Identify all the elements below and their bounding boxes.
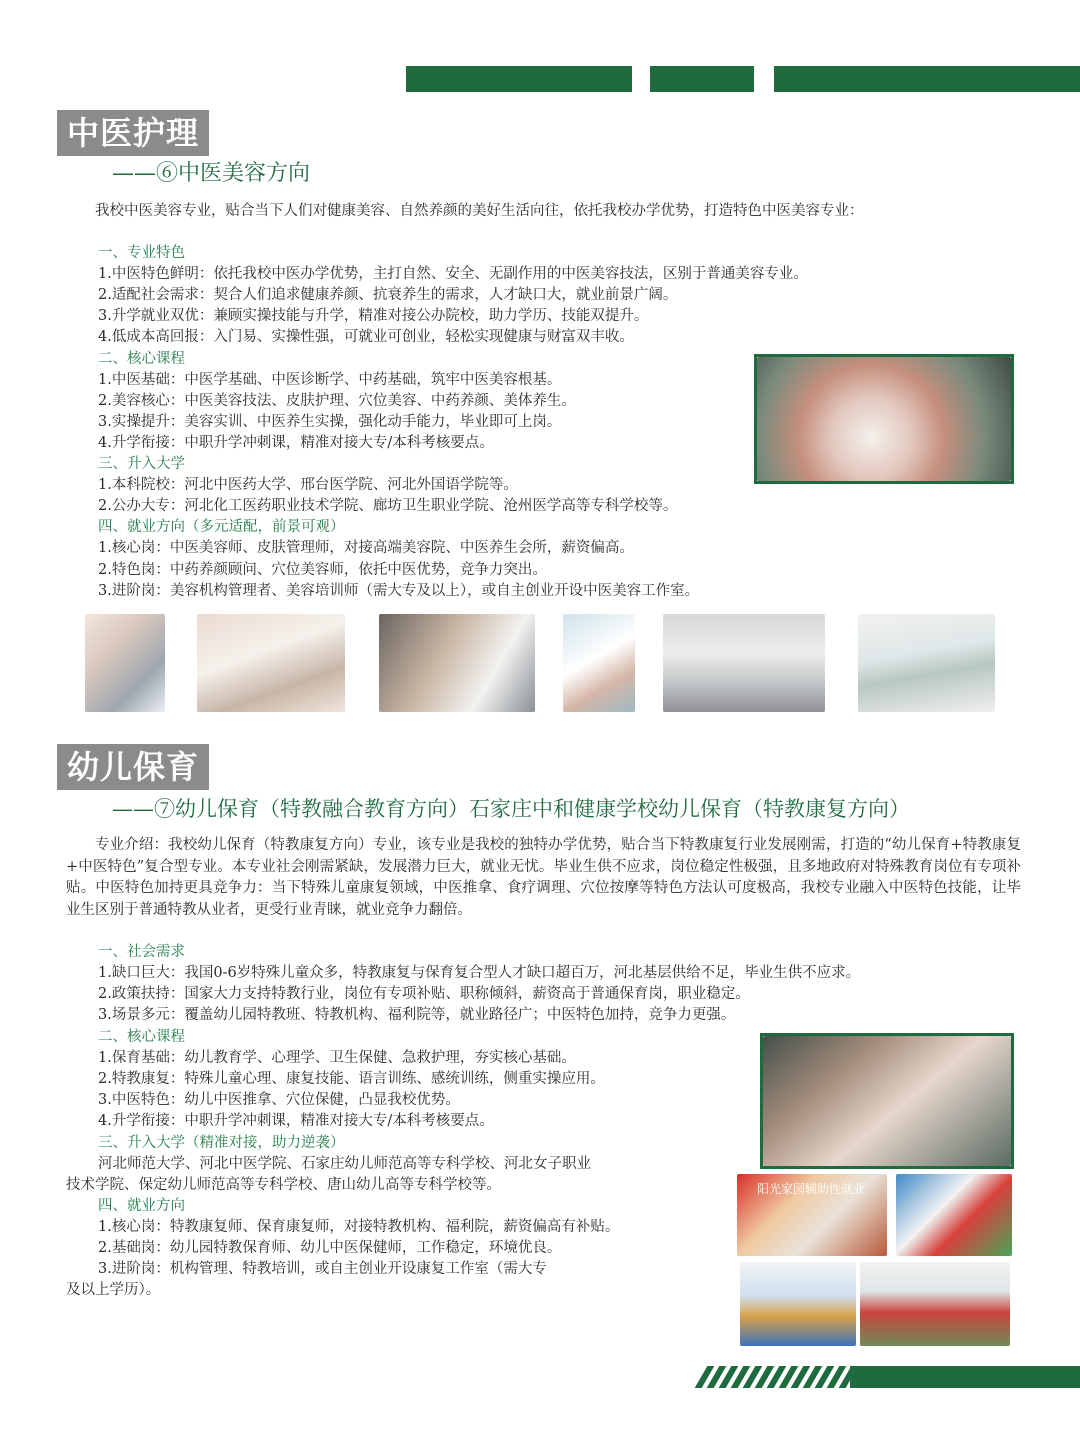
section2-line-item: 2.特教康复：特殊儿童心理、康复技能、语言训练、感统训练，侧重实操应用。 [98, 1071, 605, 1088]
section1-line-item: 4.升学衔接：中职升学冲刺课，精准对接大专/本科考核要点。 [98, 434, 494, 451]
section1-line-item: 2.美容核心：中医美容技法、皮肤护理、穴位美容、中药养颜、美体养生。 [98, 392, 576, 409]
rehab-classroom-photo [896, 1174, 1012, 1256]
section2-line-item: 3.中医特色：幼儿中医推拿、穴位保健，凸显我校优势。 [98, 1092, 460, 1109]
section2-demand-line-item: 2.政策扶持：国家大力支持特教行业，岗位有专项补贴、职称倾斜，薪资高于普通保育岗，职业稳定。 [98, 986, 750, 1003]
section2-line-item: 1.保育基础：幼儿教育学、心理学、卫生保健、急救护理，夯实核心基础。 [98, 1050, 576, 1067]
section2-line-item: 2.基础岗：幼儿园特教保育师、幼儿中医保健师，工作稳定，环境优良。 [98, 1240, 562, 1256]
section1-line-heading: 三、升入大学 [98, 456, 185, 472]
header-bar-1 [406, 66, 632, 92]
section2-demand-line-heading: 一、社会需求 [98, 944, 185, 960]
section1-line-item: 4.低成本高回报：入门易、实操性强，可就业可创业，轻松实现健康与财富双丰收。 [98, 329, 634, 346]
section-title-tcm-nursing: 中医护理 [57, 110, 209, 156]
section2-line-heading: 三、升入大学（精准对接，助力逆袭） [98, 1134, 345, 1151]
class-photo-5 [663, 614, 825, 712]
section1-line-item: 2.公办大专：河北化工医药职业技术学院、廊坊卫生职业学院、沧州医学高等专科学校等。 [98, 498, 678, 515]
section-subtitle-special-ed: ——⑦幼儿保育（特教融合教育方向）石家庄中和健康学校幼儿保育（特教康复方向） [112, 797, 910, 821]
class-photo-3 [379, 614, 535, 712]
section2-demand-line-item: 1.缺口巨大：我国0-6岁特殊儿童众多，特教康复与保育复合型人才缺口超百万，河北基层供给不足，毕业生供不应求。 [98, 965, 861, 982]
sensory-room-photo [740, 1262, 856, 1346]
section1-line-heading: 一、专业特色 [98, 245, 185, 261]
section2-line-item: 技术学院、保定幼儿师范高等专科学校、唐山幼儿高等专科学校等。 [66, 1176, 501, 1193]
section1-line-item: 3.进阶岗：美容机构管理者、美容培训师（需大专及以上），或自主创业开设中医美容工作室。 [98, 582, 700, 599]
section1-line-item: 3.升学就业双优：兼顾实操技能与升学，精准对接公办院校，助力学历、技能双提升。 [98, 308, 649, 325]
section2-line-item: 1.核心岗：特教康复师、保育康复师，对接特教机构、福利院，薪资偏高有补贴。 [98, 1218, 620, 1235]
section2-line-heading: 四、就业方向 [98, 1197, 185, 1214]
section2-line-item: 4.升学衔接：中职升学冲刺课，精准对接大专/本科考核要点。 [98, 1113, 494, 1130]
section1-line-heading: 二、核心课程 [98, 350, 185, 367]
section1-line-item: 1.核心岗：中医美容师、皮肤管理师，对接高端美容院、中医养生会所，薪资偏高。 [98, 540, 634, 557]
facial-massage-photo-frame [754, 354, 1014, 484]
section1-line-item: 2.特色岗：中药养颜顾问、穴位美容师，依托中医优势，竞争力突出。 [98, 561, 547, 578]
section2-line-heading: 二、核心课程 [98, 1029, 185, 1045]
section1-line-item: 1.中医基础：中医学基础、中医诊断学、中药基础，筑牢中医美容根基。 [98, 371, 562, 388]
section1-intro: 我校中医美容专业，贴合当下人们对健康美容、自然养颜的美好生活向往，依托我校办学优势，打造特色中医美容专业： [95, 203, 864, 219]
section-title-child-care: 幼儿保育 [57, 744, 209, 790]
class-photo-4 [563, 614, 635, 712]
class-photo-1 [85, 614, 165, 712]
section1-line-item: 2.适配社会需求：契合人们追求健康养颜、抗衰养生的需求，人才缺口大，就业前景广阔。 [98, 287, 678, 304]
section1-line-item: 1.中医特色鲜明：依托我校中医办学优势，主打自然、安全、无副作用的中医美容技法，区别于普通美容专业。 [98, 266, 808, 283]
photo-sign-text: 阳光家园辅助性就业 [757, 1182, 866, 1196]
section2-intro: 专业介绍：我校幼儿保育（特教康复方向）专业，该专业是我校的独特办学优势，贴合当下特教康复行业发展刚需，打造的“幼儿保育+特教康复+中医特色”复合型专业。本专业社会刚需紧缺，发展潜力巨大，就业无忧。毕业生供不应求，岗位稳定性极强，且多地政府对特殊教育岗位有专项补贴。中医特色加持更具竞争力：当下特殊儿童康复领域，中医推拿、食疗调理、穴位按摩等特色方法认可度极高，我校专业融入中医特色技能，让毕业生区别于普通特教从业者，更受行业青睐，就业竞争力翻倍。 [66, 837, 1021, 918]
section2-line-item: 3.进阶岗：机构管理、特教培训，或自主创业开设康复工作室（需大专 [98, 1261, 547, 1278]
group-activity-photo [860, 1262, 1010, 1346]
facial-massage-photo [757, 357, 1011, 481]
section2-line-item: 河北师范大学、河北中医学院、石家庄幼儿师范高等专科学校、河北女子职业 [98, 1155, 591, 1172]
dance-circle-photo-frame [760, 1033, 1014, 1169]
section1-line-item: 3.实操提升：美容实训、中医养生实操，强化动手能力，毕业即可上岗。 [98, 413, 562, 430]
section1-line-item: 1.本科院校：河北中医药大学、邢台医学院、河北外国语学院等。 [98, 477, 518, 494]
section-subtitle-tcm-beauty: ——⑥中医美容方向 [112, 161, 311, 186]
section2-demand-line-item: 3.场景多元：覆盖幼儿园特教班、特教机构、福利院等，就业路径广；中医特色加持，竞争力更强。 [98, 1007, 736, 1024]
header-bar-2 [650, 66, 754, 92]
section1-line-heading: 四、就业方向（多元适配，前景可观） [98, 519, 345, 536]
header-bar-3 [774, 66, 1080, 92]
dance-circle-photo [763, 1036, 1011, 1166]
section2-line-item: 及以上学历）。 [66, 1282, 161, 1299]
footer-bar [850, 1366, 1080, 1388]
class-photo-6 [858, 614, 995, 712]
class-photo-2 [197, 614, 345, 712]
sheltered-work-photo [737, 1174, 887, 1256]
